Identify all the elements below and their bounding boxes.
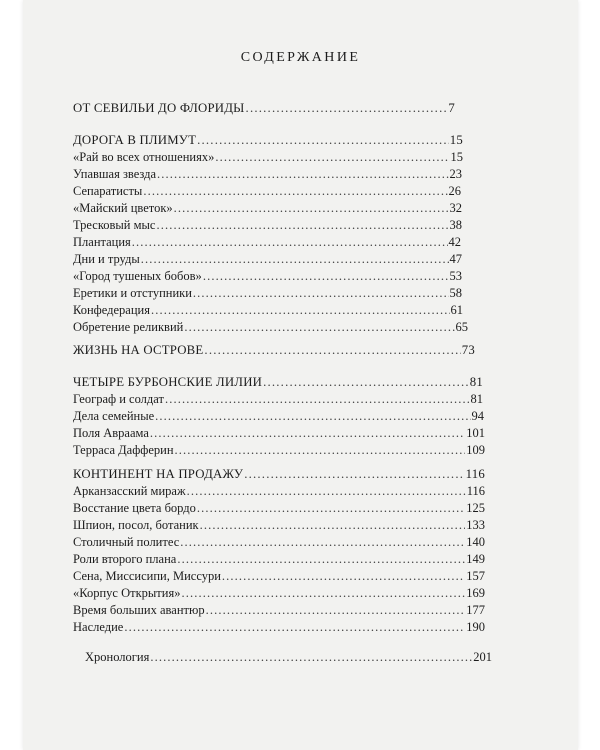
toc-entry-title: Арканзасский мираж <box>73 484 186 498</box>
toc-entry-title: Сепаратисты <box>73 184 143 198</box>
toc-entry-title: Тресковый мыс <box>73 218 156 232</box>
toc-entry-title: КОНТИНЕНТ НА ПРОДАЖУ <box>73 467 244 481</box>
dot-leader <box>151 303 450 318</box>
toc-entry-title: Упавшая звезда <box>73 167 157 181</box>
toc-chapter-entry <box>73 201 462 216</box>
dot-leader <box>141 252 449 267</box>
toc-entry-title: Конфедерация <box>73 303 150 317</box>
dot-leader <box>222 569 465 584</box>
toc-chapter-entry <box>73 252 462 267</box>
toc-entry-title: Географ и солдат <box>73 392 164 406</box>
toc-entry-title: Наследие <box>73 620 124 634</box>
toc-entry-title: ДОРОГА В ПЛИМУТ <box>73 133 197 147</box>
toc-chapter-entry <box>73 392 483 407</box>
toc-entry-title: Обретение реликвий <box>73 320 184 334</box>
dot-leader <box>206 603 466 618</box>
toc-chapter-entry <box>73 569 485 584</box>
toc-page-number: 65 <box>455 320 468 334</box>
toc-chapter-entry <box>73 535 485 550</box>
toc-chapter-entry <box>73 150 463 165</box>
toc-entry-title: Сена, Миссисипи, Миссури <box>73 569 221 583</box>
toc-chapter-entry <box>73 426 485 441</box>
toc-chapter-entry <box>73 484 485 499</box>
toc-chapter-entry <box>73 552 485 567</box>
toc-chapter-entry <box>73 269 462 284</box>
toc-page-number: 133 <box>466 518 485 532</box>
toc-page-number: 201 <box>473 650 492 664</box>
dot-leader <box>187 484 466 499</box>
toc-page-number: 149 <box>466 552 485 566</box>
dot-leader <box>156 218 448 233</box>
toc-page-number: 81 <box>470 392 483 406</box>
toc-page-number: 109 <box>466 443 485 457</box>
toc-entry-title: ОТ СЕВИЛЬИ ДО ФЛОРИДЫ <box>73 101 245 115</box>
toc-entry-title: Терраса Дафферин <box>73 443 174 457</box>
toc-chapter-entry <box>73 620 485 635</box>
dot-leader <box>165 392 470 407</box>
toc-section-entry <box>73 101 455 116</box>
toc-page-number: 15 <box>450 150 463 164</box>
dot-leader <box>150 650 472 665</box>
dot-leader <box>193 286 449 301</box>
toc-entry-title: «Рай во всех отношениях» <box>73 150 215 164</box>
toc-page-number: 32 <box>449 201 462 215</box>
toc-page-number: 94 <box>471 409 484 423</box>
toc-entry-title: «Майский цветок» <box>73 201 173 215</box>
toc-page-number: 53 <box>449 269 462 283</box>
toc-section-entry <box>73 343 475 358</box>
toc-entry-title: ЧЕТЫРЕ БУРБОНСКИЕ ЛИЛИИ <box>73 375 263 389</box>
dot-leader <box>246 101 448 116</box>
toc-page-number: 61 <box>450 303 463 317</box>
toc-chapter-entry <box>73 603 485 618</box>
toc-page-number: 81 <box>469 375 483 389</box>
dot-leader <box>184 320 454 335</box>
toc-page-number: 15 <box>449 133 463 147</box>
toc-chapter-entry <box>85 650 492 665</box>
page-title: СОДЕРЖАНИЕ <box>240 50 361 65</box>
dot-leader <box>203 269 449 284</box>
toc-chapter-entry <box>73 586 485 601</box>
toc-page-number: 125 <box>466 501 485 515</box>
toc-entry-title: «Корпус Открытия» <box>73 586 181 600</box>
toc-entry-title: ЖИЗНЬ НА ОСТРОВЕ <box>73 343 204 357</box>
dot-leader <box>180 535 465 550</box>
toc-page-number: 23 <box>449 167 462 181</box>
toc-entry-title: Поля Авраама <box>73 426 149 440</box>
toc-chapter-entry <box>73 167 462 182</box>
dot-leader <box>215 150 449 165</box>
toc-page-number: 140 <box>466 535 485 549</box>
toc-page-number: 101 <box>466 426 485 440</box>
dot-leader <box>197 501 465 516</box>
toc-page-number: 58 <box>449 286 462 300</box>
toc-page-number: 157 <box>466 569 485 583</box>
dot-leader <box>177 552 465 567</box>
toc-entry-title: Роли второго плана <box>73 552 177 566</box>
dot-leader <box>197 133 449 148</box>
toc-page-number: 116 <box>465 467 485 481</box>
toc-section-entry <box>73 467 485 482</box>
toc-entry-title: Столичный политес <box>73 535 180 549</box>
toc-page-number: 47 <box>449 252 462 266</box>
toc-chapter-entry <box>73 518 485 533</box>
dot-leader <box>263 375 469 390</box>
dot-leader <box>132 235 448 250</box>
dot-leader <box>124 620 465 635</box>
toc-chapter-entry <box>73 286 462 301</box>
toc-entry-title: Восстание цвета бордо <box>73 501 196 515</box>
toc-section-entry <box>73 133 463 148</box>
toc-page-number: 42 <box>448 235 461 249</box>
dot-leader <box>244 467 464 482</box>
toc-chapter-entry <box>73 218 462 233</box>
dot-leader <box>175 443 466 458</box>
toc-entry-title: Хронология <box>85 650 150 664</box>
toc-entry-title: Еретики и отступники <box>73 286 192 300</box>
toc-chapter-entry <box>73 184 461 199</box>
toc-page-number: 7 <box>448 101 455 115</box>
dot-leader <box>204 343 460 358</box>
dot-leader <box>143 184 447 199</box>
toc-entry-title: Шпион, посол, ботаник <box>73 518 199 532</box>
toc-page-number: 177 <box>466 603 485 617</box>
toc-entry-title: Плантация <box>73 235 131 249</box>
toc-page-number: 190 <box>466 620 485 634</box>
toc-chapter-entry <box>73 443 485 458</box>
dot-leader <box>174 201 449 216</box>
toc-entry-title: Время больших авантюр <box>73 603 205 617</box>
dot-leader <box>150 426 465 441</box>
toc-entry-title: Дни и труды <box>73 252 140 266</box>
toc-chapter-entry <box>73 501 485 516</box>
toc-page-number: 169 <box>466 586 485 600</box>
dot-leader <box>200 518 466 533</box>
toc-entry-title: Дела семейные <box>73 409 155 423</box>
toc-chapter-entry <box>73 409 484 424</box>
book-page <box>23 0 578 750</box>
toc-page-number: 73 <box>461 343 475 357</box>
toc-section-entry <box>73 375 483 390</box>
toc-entry-title: «Город тушеных бобов» <box>73 269 202 283</box>
toc-chapter-entry <box>73 320 468 335</box>
toc-page-number: 38 <box>449 218 462 232</box>
toc-chapter-entry <box>73 303 463 318</box>
dot-leader <box>181 586 465 601</box>
toc-page-number: 26 <box>448 184 461 198</box>
toc-chapter-entry <box>73 235 461 250</box>
dot-leader <box>157 167 448 182</box>
toc-page-number: 116 <box>466 484 485 498</box>
dot-leader <box>155 409 470 424</box>
